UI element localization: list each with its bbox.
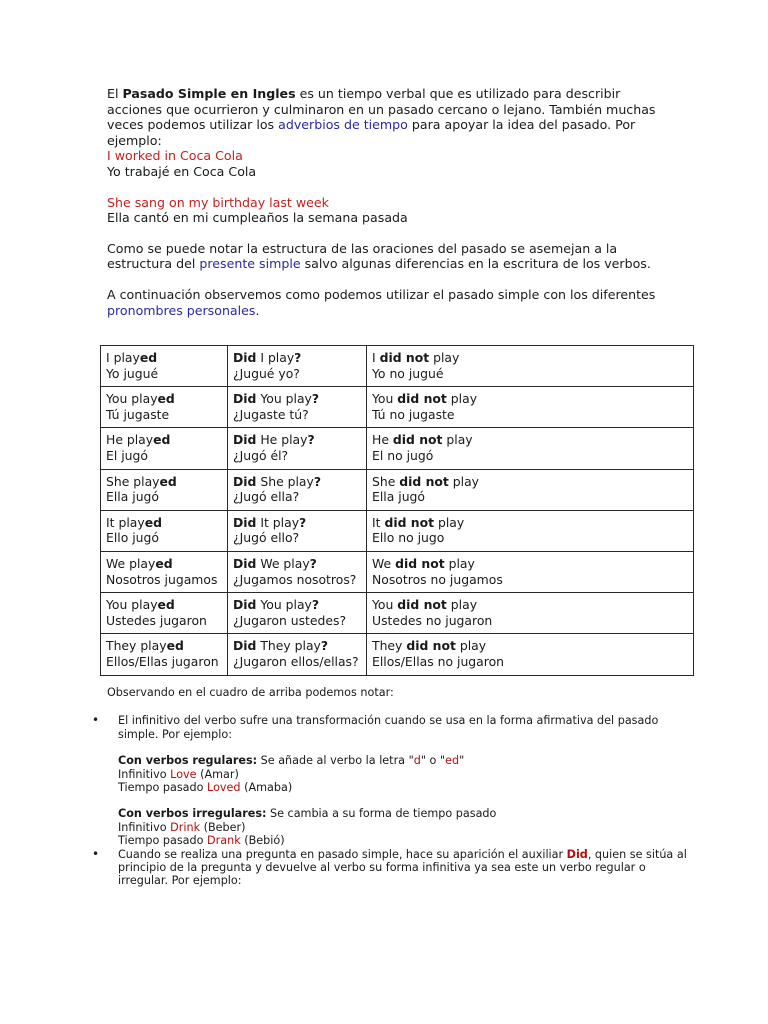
negative-subject: She: [372, 473, 400, 489]
negative-auxiliary: did not: [399, 473, 449, 489]
irregular-verbs-line: [118, 807, 687, 820]
negative-cell: [367, 510, 694, 551]
negative-translation: Tú no jugaste: [372, 406, 455, 422]
affirmative-suffix: ed: [157, 391, 175, 407]
negative-translation: Ello no jugo: [372, 530, 445, 546]
negative-verb: play: [442, 432, 473, 448]
negative-auxiliary: did not: [397, 391, 447, 407]
text: d: [413, 754, 421, 768]
intro-section: [107, 86, 667, 318]
bullet-item-1: [92, 713, 687, 848]
text: (Bebió): [240, 834, 285, 848]
affirmative-suffix: ed: [139, 350, 158, 365]
text: (Amar): [196, 767, 239, 781]
negative-verb: play: [434, 514, 465, 530]
negative-auxiliary: did not: [397, 597, 447, 613]
text: Tiempo pasado: [118, 781, 208, 795]
question-translation: ¿Jugó ella?: [233, 489, 300, 505]
text: Love: [170, 767, 197, 781]
table-row: [101, 469, 694, 510]
text: (Amaba): [240, 781, 293, 795]
table-row: [101, 551, 694, 592]
negative-cell: [367, 593, 694, 634]
regular-past-line: [118, 781, 687, 794]
table-row: [101, 346, 694, 387]
affirmative-translation: El jugó: [106, 447, 148, 463]
negative-translation: Ellos/Ellas no jugaron: [372, 653, 505, 669]
presente-simple-link[interactable]: presente simple: [199, 256, 301, 272]
table-row: [101, 634, 694, 675]
negative-auxiliary: did not: [392, 432, 443, 448]
negative-auxiliary: did not: [384, 514, 435, 530]
negative-cell: [367, 428, 694, 469]
affirmative-text: We play: [106, 555, 156, 571]
text: para apoyar la idea del pasado. Por ejemplo:: [107, 117, 636, 148]
affirmative-suffix: ed: [166, 638, 184, 654]
table-row: [101, 428, 694, 469]
question-text: You play: [256, 597, 312, 613]
affirmative-text: I play: [106, 350, 140, 365]
affirmative-suffix: ed: [159, 473, 177, 489]
example-2-spanish: Ella cantó en mi cumpleaños la semana pasada: [107, 210, 408, 226]
irregular-past-line: [118, 834, 687, 847]
negative-verb: play: [429, 350, 460, 365]
negative-subject: He: [372, 432, 393, 448]
question-mark: ?: [311, 597, 320, 613]
question-translation: ¿Jugaron ustedes?: [233, 612, 347, 628]
affirmative-translation: Ellos/Ellas jugaron: [106, 653, 219, 669]
question-auxiliary: Did: [233, 432, 257, 448]
affirmative-suffix: ed: [155, 555, 173, 571]
question-cell: [228, 593, 367, 634]
affirmative-cell: [101, 510, 228, 551]
regular-verbs-line: [118, 754, 687, 767]
negative-verb: play: [455, 638, 487, 654]
intro-paragraph: [107, 86, 667, 148]
affirmative-translation: Ustedes jugaron: [106, 612, 207, 628]
affirmative-text: She play: [106, 473, 160, 489]
text: , quien se sitúa al principio de la pregunta y devuelve al verbo su forma infinitiva ya sea este un verbo regular o irregular. Por ejemplo:: [118, 847, 687, 888]
affirmative-text: It play: [106, 514, 145, 530]
negative-verb: play: [448, 473, 480, 489]
negative-subject: You: [372, 391, 398, 407]
negative-cell: [367, 634, 694, 675]
text: Drink: [170, 820, 201, 834]
question-cell: [228, 551, 367, 592]
question-mark: ?: [311, 391, 320, 407]
question-translation: ¿Jugaron ellos/ellas?: [233, 653, 359, 669]
bullet-icon: •: [92, 713, 100, 728]
question-text: They play: [256, 638, 321, 654]
example-1-spanish: Yo trabajé en Coca Cola: [107, 163, 257, 179]
affirmative-text: He play: [106, 432, 154, 448]
question-cell: [228, 510, 367, 551]
regular-infinitive-line: [118, 768, 687, 781]
question-mark: ?: [299, 514, 307, 530]
negative-auxiliary: did not: [406, 638, 456, 654]
negative-auxiliary: did not: [395, 555, 445, 571]
conjugation-table: [100, 345, 694, 676]
question-mark: ?: [309, 555, 317, 571]
example-2-english: She sang on my birthday last week: [107, 194, 329, 210]
question-mark: ?: [294, 350, 302, 365]
question-cell: [228, 634, 367, 675]
affirmative-suffix: ed: [157, 597, 175, 613]
affirmative-translation: Ello jugó: [106, 530, 159, 546]
negative-cell: [367, 469, 694, 510]
question-cell: [228, 346, 367, 387]
affirmative-suffix: ed: [144, 514, 162, 530]
affirmative-cell: [101, 387, 228, 428]
question-auxiliary: Did: [233, 391, 257, 407]
affirmative-translation: Yo jugué: [106, 365, 159, 381]
text: Loved: [207, 781, 241, 795]
pronombres-link[interactable]: pronombres personales: [107, 302, 256, 318]
question-auxiliary: Did: [233, 514, 257, 530]
continuation-paragraph: [107, 287, 667, 318]
affirmative-suffix: ed: [153, 432, 171, 448]
affirmative-text: They play: [106, 638, 167, 654]
negative-auxiliary: did not: [379, 350, 430, 365]
question-cell: [228, 469, 367, 510]
affirmative-cell: [101, 469, 228, 510]
text: El: [107, 86, 123, 101]
text: (Beber): [200, 820, 246, 834]
table-row: [101, 387, 694, 428]
negative-subject: You: [372, 597, 398, 613]
adverbios-link[interactable]: adverbios de tiempo: [278, 117, 408, 133]
negative-subject: I: [372, 350, 380, 365]
question-translation: ¿Jugamos nosotros?: [233, 571, 357, 587]
question-mark: ?: [320, 638, 329, 654]
table-row: [101, 510, 694, 551]
text: Drank: [207, 834, 241, 848]
negative-subject: It: [372, 514, 385, 530]
affirmative-cell: [101, 634, 228, 675]
question-text: She play: [256, 473, 314, 489]
negative-translation: El no jugó: [372, 447, 434, 463]
negative-verb: play: [446, 597, 478, 613]
negative-verb: play: [444, 555, 475, 571]
notes-lead: Observando en el cuadro de arriba podemos notar:: [107, 686, 394, 699]
text: Infinitivo: [118, 820, 171, 834]
affirmative-text: You play: [106, 391, 158, 407]
negative-subject: They: [372, 638, 407, 654]
bullet-1-text: El infinitivo del verbo sufre una transformación cuando se usa en la forma afirmativa del pasado simple. Por ejemplo:: [118, 714, 659, 741]
did-keyword: Did: [566, 847, 588, 861]
negative-translation: Yo no jugué: [372, 365, 444, 381]
question-text: You play: [256, 391, 312, 407]
text: Como se puede notar la estructura de las oraciones del pasado se asemejan a la estructura del: [107, 240, 618, 272]
affirmative-cell: [101, 428, 228, 469]
negative-cell: [367, 387, 694, 428]
text: Se añade al verbo la letra ": [257, 754, 414, 768]
question-translation: ¿Jugó ello?: [233, 530, 300, 546]
topic-title: Pasado Simple en Ingles: [122, 86, 296, 101]
question-auxiliary: Did: [233, 597, 257, 613]
text: salvo algunas diferencias en la escritura de los verbos.: [300, 256, 651, 272]
question-auxiliary: Did: [233, 638, 257, 654]
question-text: It play: [256, 514, 300, 530]
question-auxiliary: Did: [233, 350, 257, 365]
question-cell: [228, 428, 367, 469]
affirmative-translation: Ella jugó: [106, 489, 159, 505]
table-row: [101, 593, 694, 634]
text: .: [255, 302, 260, 318]
text: A continuación observemos como podemos utilizar el pasado simple con los diferentes: [107, 286, 656, 302]
affirmative-cell: [101, 551, 228, 592]
negative-translation: Ella jugó: [372, 489, 425, 505]
question-translation: ¿Jugó él?: [233, 447, 289, 463]
question-text: I play: [256, 350, 295, 365]
question-text: He play: [256, 432, 308, 448]
text: ": [459, 754, 465, 768]
question-auxiliary: Did: [233, 473, 257, 489]
irregular-infinitive-line: [118, 821, 687, 834]
question-translation: ¿Jugaste tú?: [233, 406, 309, 422]
negative-cell: [367, 551, 694, 592]
text: ed: [445, 754, 460, 768]
text: " o ": [420, 754, 446, 768]
affirmative-cell: [101, 346, 228, 387]
question-auxiliary: Did: [233, 555, 257, 571]
negative-translation: Ustedes no jugaron: [372, 612, 493, 628]
affirmative-text: You play: [106, 597, 158, 613]
question-text: We play: [256, 555, 310, 571]
text: Cuando se realiza una pregunta en pasado simple, hace su aparición el auxiliar: [118, 847, 567, 861]
question-cell: [228, 387, 367, 428]
text: Infinitivo: [118, 767, 171, 781]
affirmative-translation: Tú jugaste: [106, 406, 170, 422]
affirmative-translation: Nosotros jugamos: [106, 571, 218, 587]
bullet-item-2: [92, 846, 687, 888]
text: Se cambia a su forma de tiempo pasado: [266, 807, 497, 821]
negative-translation: Nosotros no jugamos: [372, 571, 503, 587]
notes-section: [92, 686, 687, 888]
label: Con verbos regulares:: [118, 754, 258, 768]
negative-verb: play: [446, 391, 478, 407]
question-mark: ?: [307, 432, 315, 448]
question-translation: ¿Jugué yo?: [233, 365, 300, 381]
structure-paragraph: [107, 241, 667, 272]
bullet-2-text: [118, 848, 687, 888]
question-mark: ?: [313, 473, 322, 489]
text: es un tiempo verbal que es utilizado para describir acciones que ocurrieron y culminaron en un pasado cercano o lejano. También muchas veces podemos utilizar los: [107, 86, 656, 133]
negative-subject: We: [372, 555, 396, 571]
example-1-english: I worked in Coca Cola: [107, 148, 243, 164]
label: Con verbos irregulares:: [118, 807, 267, 821]
negative-cell: [367, 346, 694, 387]
bullet-icon: •: [92, 846, 100, 861]
text: Tiempo pasado: [118, 834, 208, 848]
affirmative-cell: [101, 593, 228, 634]
